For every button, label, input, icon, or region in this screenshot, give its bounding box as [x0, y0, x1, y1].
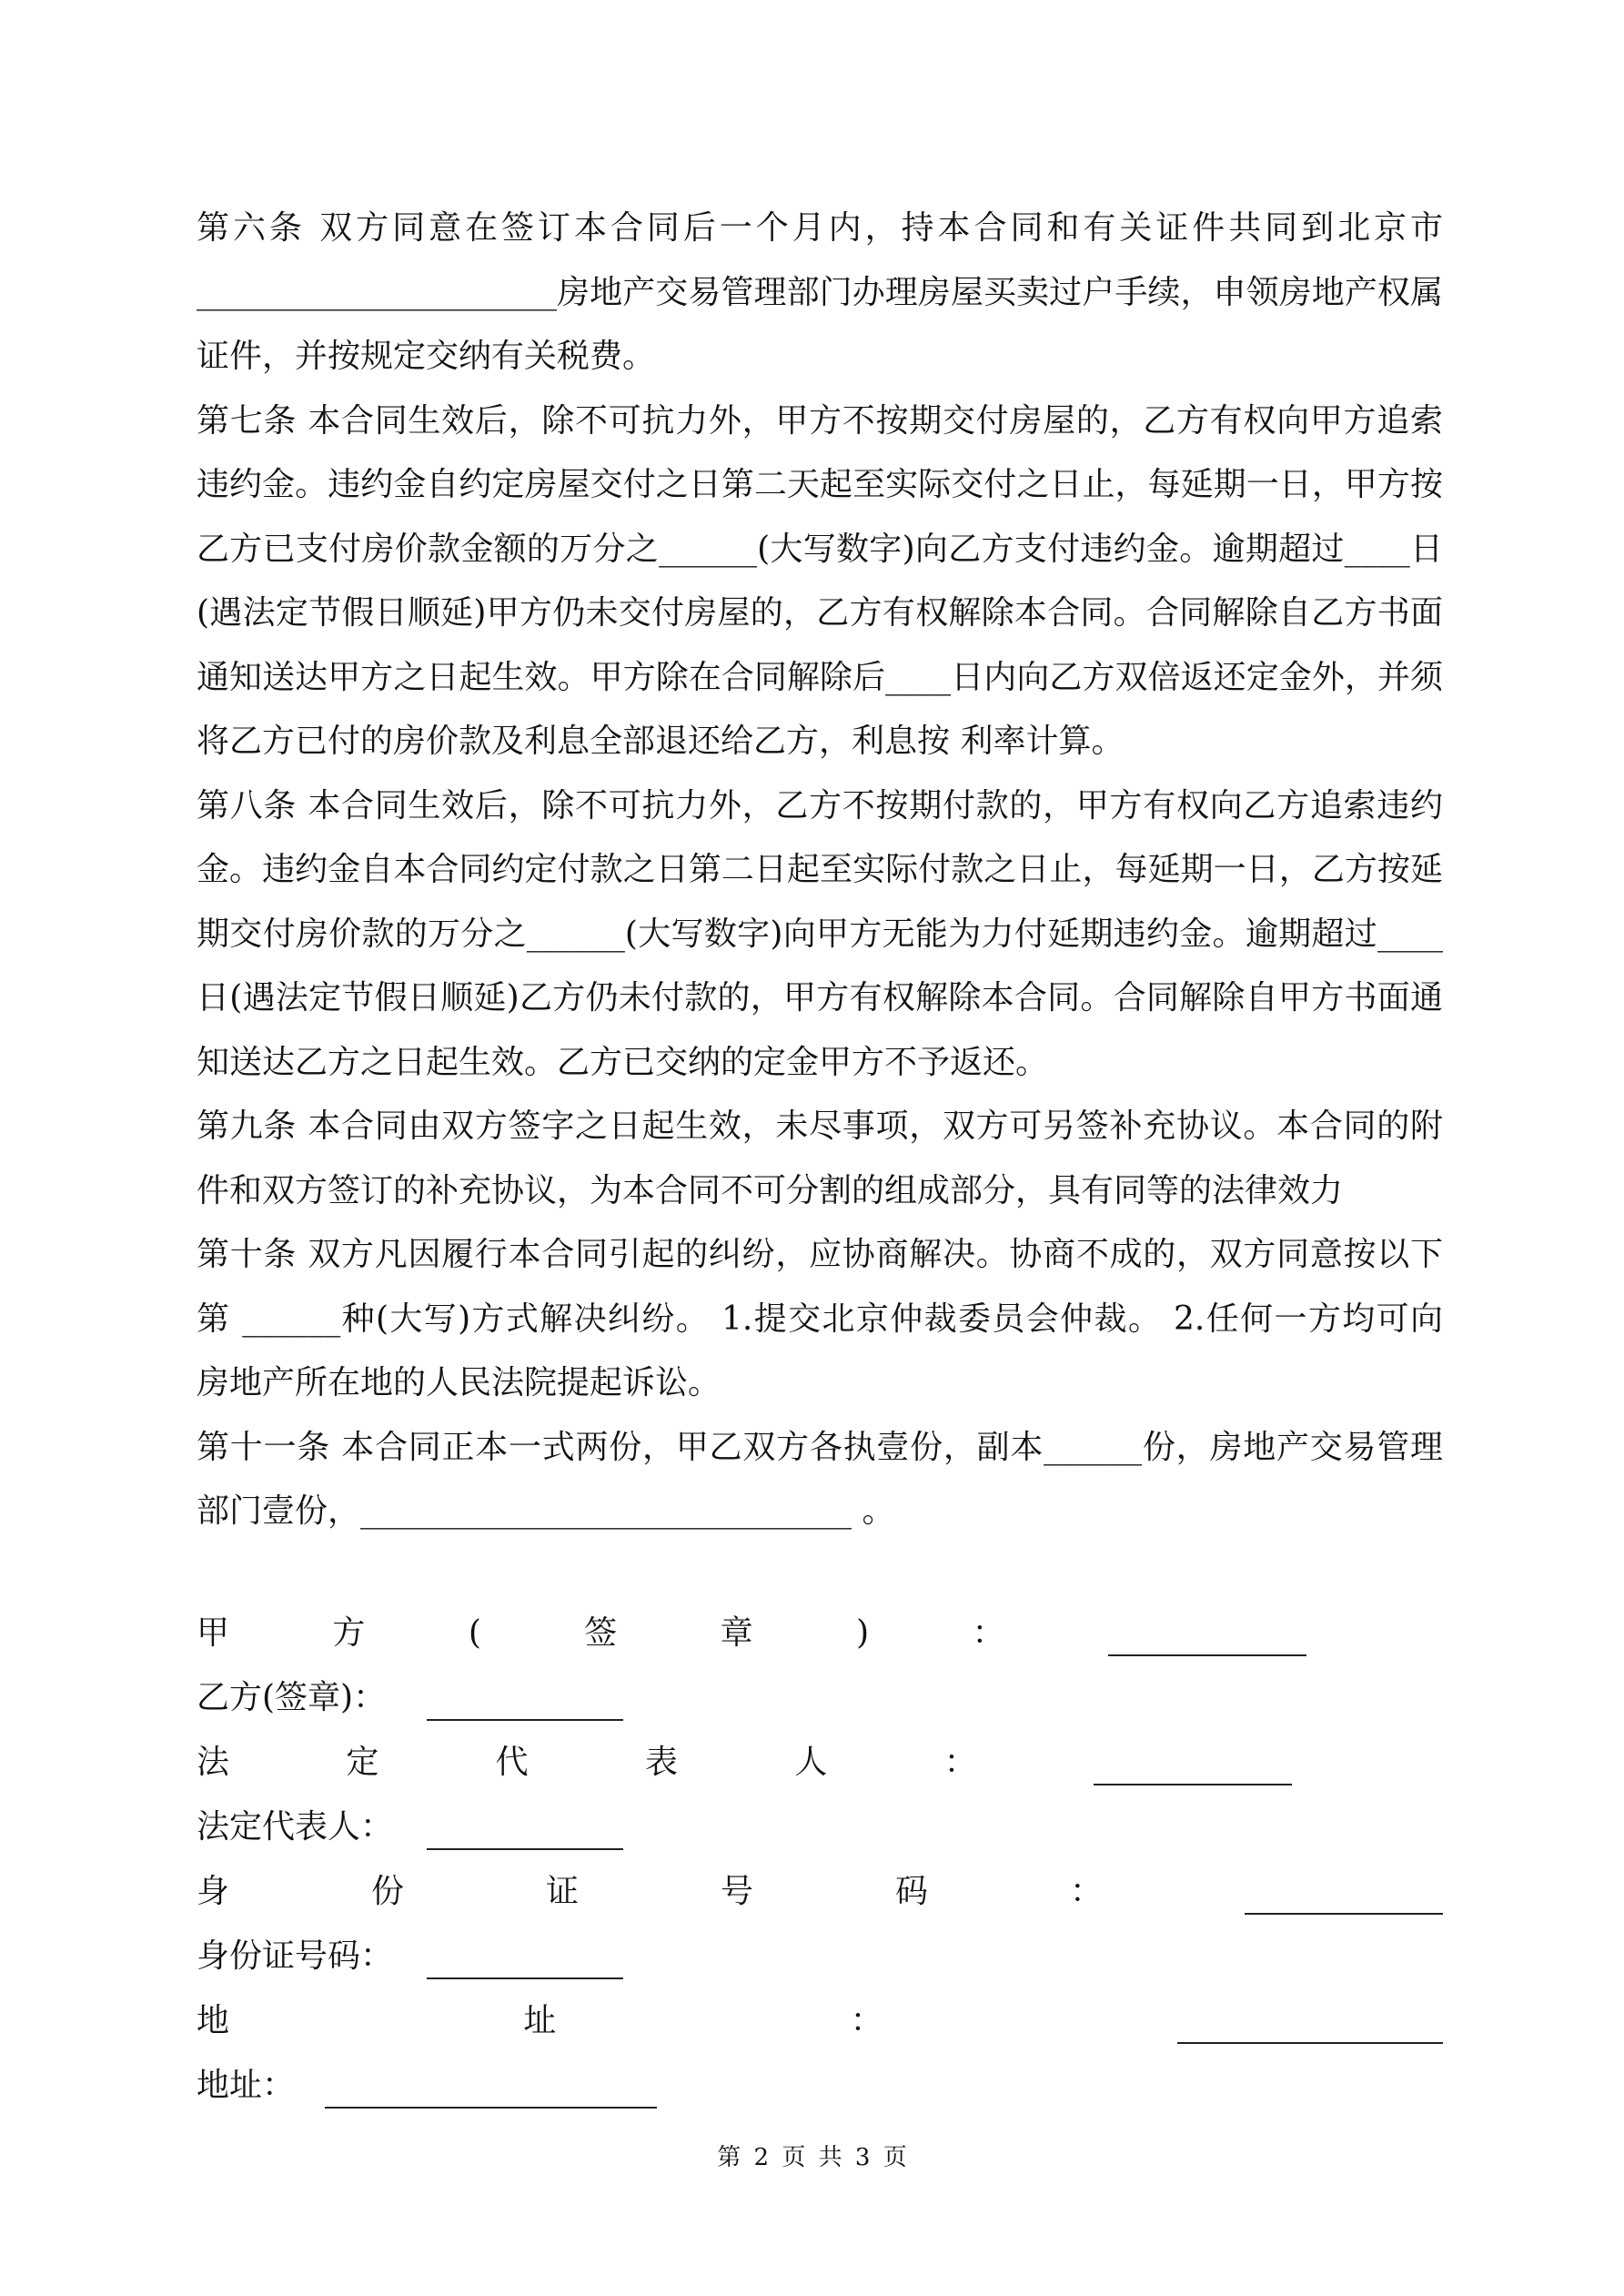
rep-b-field[interactable]: [427, 1816, 623, 1850]
label-char: 方: [332, 1614, 366, 1652]
article-line: 部门壹份，______________________________ 。: [197, 1492, 895, 1530]
label-char: ：: [943, 1744, 977, 1781]
label-char: 份: [371, 1873, 405, 1910]
article-line: 证件，并按规定交纳有关税费。: [197, 338, 656, 375]
article-line: 日(遇法定节假日顺延)乙方仍未付款的，甲方有权解除本合同。合同解除自甲方书面通: [197, 979, 1443, 1017]
article-line: 期交付房价款的万分之______(大写数字)向甲方无能为力付延期违约金。逾期超过____: [197, 915, 1443, 953]
label-char: 人: [794, 1744, 828, 1781]
article-line: 第九条 本合同由双方签字之日起生效，未尽事项，双方可另签补充协议。本合同的附: [197, 1108, 1443, 1145]
article-line: 第六条 双方同意在签订本合同后一个月内，持本合同和有关证件共同到北京市: [197, 209, 1443, 247]
addr-b-row: [197, 2063, 657, 2109]
label-char: 身: [197, 1873, 230, 1910]
article-line: 将乙方已付的房价款及利息全部退还给乙方，利息按 利率计算。: [197, 723, 1125, 760]
party-a-signature-row: [197, 1611, 1306, 1656]
label-char: 定: [346, 1744, 379, 1781]
label-char: 签: [584, 1614, 618, 1652]
id-b-row: [197, 1934, 623, 1979]
article-line: 违约金。违约金自约定房屋交付之日第二天起至实际交付之日止，每延期一日，甲方按: [197, 466, 1443, 503]
label-char: 表: [644, 1744, 678, 1781]
article-line: 件和双方签订的补充协议，为本合同不可分割的组成部分，具有同等的法律效力: [197, 1171, 1344, 1209]
signature-field[interactable]: [1108, 1622, 1306, 1656]
label-char: 码: [895, 1873, 929, 1910]
article-line: 第七条 本合同生效后，除不可抗力外，甲方不按期交付房屋的，乙方有权向甲方追索: [197, 401, 1443, 440]
article-line: 乙方已支付房价款金额的万分之______(大写数字)向乙方支付违约金。逾期超过____日: [197, 530, 1443, 568]
article-line: 第 ______种(大写)方式解决纠纷。 1.提交北京仲裁委员会仲裁。 2.任何一方均可向: [197, 1300, 1443, 1338]
addr-b-label: 地址：: [197, 2067, 296, 2104]
article-line: ______________________房地产交易管理部门办理房屋买卖过户手续，申领房地产权属: [197, 273, 1443, 311]
id-b-field[interactable]: [427, 1945, 623, 1979]
page-footer: 第 2 页 共 3 页: [717, 2144, 907, 2171]
label-char: ：: [972, 1614, 1005, 1652]
article-line: 第十条 双方凡因履行本合同引起的纠纷，应协商解决。协商不成的，双方同意按以下: [197, 1236, 1443, 1273]
rep-b-label: 法定代表人：: [197, 1808, 394, 1846]
label-char: 章: [720, 1614, 753, 1652]
label-char: ): [856, 1614, 870, 1652]
label-char: 甲: [197, 1614, 230, 1652]
label-char: 号: [721, 1873, 754, 1910]
article-line: 通知送达甲方之日起生效。甲方除在合同解除后____日内向乙方双倍返还定金外，并须: [197, 658, 1443, 696]
signature-field[interactable]: [1245, 1880, 1443, 1915]
article-line: (遇法定节假日顺延)甲方仍未交付房屋的，乙方有权解除本合同。合同解除自乙方书面: [197, 594, 1443, 632]
article-line: 知送达乙方之日起生效。乙方已交纳的定金甲方不予返还。: [197, 1043, 1049, 1081]
rep-a-row: [197, 1740, 1292, 1785]
id-a-row: [197, 1869, 1443, 1915]
article-line: 房地产所在地的人民法院提起诉讼。: [197, 1364, 721, 1401]
id-b-label: 身份证号码：: [197, 1937, 394, 1975]
contract-body: [197, 197, 1443, 1544]
rep-b-row: [197, 1805, 623, 1850]
article-line: 第十一条 本合同正本一式两份，甲乙双方各执壹份，副本______份，房地产交易管理: [197, 1428, 1443, 1466]
label-char: 址: [523, 2002, 557, 2039]
label-char: (: [468, 1614, 481, 1652]
article-line: 金。违约金自本合同约定付款之日第二日起至实际付款之日止，每延期一日，乙方按延: [197, 851, 1443, 888]
signature-field[interactable]: [1177, 2009, 1443, 2044]
party-b-label: 乙方(签章)：: [197, 1679, 387, 1716]
article-line: 第八条 本合同生效后，除不可抗力外，乙方不按期付款的，甲方有权向乙方追索违约: [197, 786, 1443, 824]
label-char: 法: [197, 1744, 230, 1781]
label-char: 证: [546, 1873, 580, 1910]
label-char: 地: [197, 2002, 230, 2039]
party-b-signature-field[interactable]: [427, 1686, 623, 1721]
label-char: ：: [850, 2002, 883, 2039]
party-b-signature-row: [197, 1675, 623, 1721]
label-char: 代: [495, 1744, 529, 1781]
signature-field[interactable]: [1094, 1751, 1292, 1785]
label-char: ：: [1070, 1873, 1104, 1910]
addr-a-row: [197, 1998, 1443, 2044]
addr-b-field[interactable]: [325, 2074, 657, 2109]
